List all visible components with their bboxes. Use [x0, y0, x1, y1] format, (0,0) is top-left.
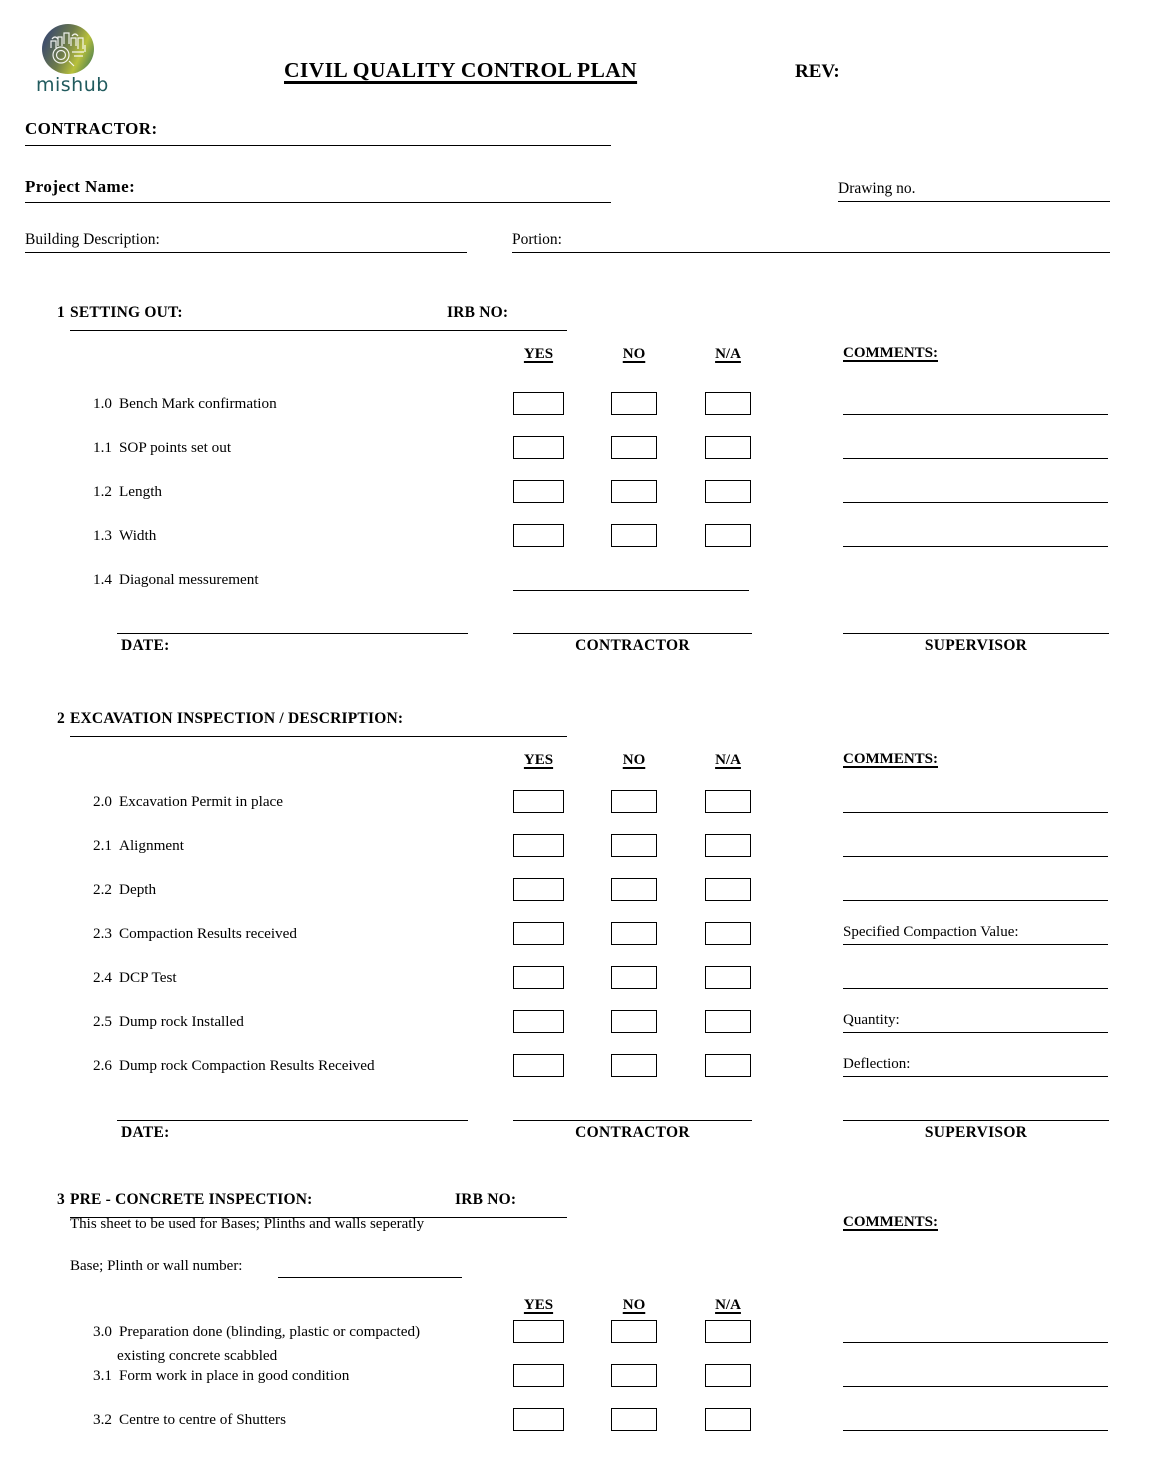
comment-line[interactable]: [843, 1054, 1108, 1077]
checkbox-no[interactable]: [611, 524, 657, 547]
checkbox-na[interactable]: [705, 436, 751, 459]
section-2-number: 2: [57, 710, 65, 727]
item-label: [93, 969, 177, 987]
base-plinth-field-line[interactable]: [278, 1258, 462, 1278]
col-yes-header-1: YES: [523, 346, 554, 362]
contractor-signature-line[interactable]: [513, 633, 752, 634]
checkbox-yes[interactable]: [513, 966, 564, 989]
checkbox-na[interactable]: [705, 922, 751, 945]
item-text: DCP Test: [118, 969, 177, 986]
item-text: Excavation Permit in place: [118, 793, 284, 810]
section-1-title: SETTING OUT:: [70, 304, 183, 321]
item-code: 1.0: [93, 395, 112, 412]
item-label-line2: existing concrete scabbled: [117, 1347, 278, 1364]
checkbox-na[interactable]: [705, 1408, 751, 1431]
checkbox-no[interactable]: [611, 1054, 657, 1077]
comment-line[interactable]: [843, 1010, 1108, 1033]
portion-field-line[interactable]: [512, 231, 1110, 253]
rev-label: REV:: [795, 61, 840, 82]
item-label: [93, 1367, 349, 1385]
comment-line[interactable]: [843, 790, 1108, 813]
checkbox-yes[interactable]: [513, 878, 564, 901]
item-text: Bench Mark confirmation: [118, 395, 277, 412]
checkbox-yes[interactable]: [513, 1320, 564, 1343]
comment-line[interactable]: [843, 1364, 1108, 1387]
section-1-number: 1: [57, 304, 65, 321]
checkbox-na[interactable]: [705, 790, 751, 813]
section-1-irb-label: IRB NO:: [447, 304, 509, 321]
contractor-label: CONTRACTOR:: [25, 119, 158, 138]
col-na-header-3: N/A: [715, 1297, 741, 1313]
item-label: [93, 483, 162, 501]
checkbox-yes[interactable]: [513, 1010, 564, 1033]
checkbox-yes[interactable]: [513, 524, 564, 547]
comment-field-label: Specified Compaction Value:: [843, 924, 1019, 940]
checkbox-na[interactable]: [705, 834, 751, 857]
item-label: [93, 439, 231, 457]
item-label: [93, 527, 156, 545]
comment-line[interactable]: [843, 1320, 1108, 1343]
checkbox-na[interactable]: [705, 1320, 751, 1343]
col-na-header-1: N/A: [715, 346, 741, 362]
checkbox-yes[interactable]: [513, 834, 564, 857]
comment-line[interactable]: [843, 966, 1108, 989]
item-text: Preparation done (blinding, plastic or compacted): [118, 1323, 421, 1340]
item-code: 2.6: [93, 1057, 112, 1074]
checkbox-no[interactable]: [611, 790, 657, 813]
comment-line[interactable]: [843, 1408, 1108, 1431]
logo-wordmark: mishub: [36, 74, 109, 96]
comment-line[interactable]: [843, 392, 1108, 415]
section-1-signoff: [0, 610, 1149, 658]
col-na-header-2: N/A: [715, 752, 741, 768]
portion-label: Portion:: [512, 231, 562, 248]
checkbox-yes[interactable]: [513, 480, 564, 503]
checkbox-yes[interactable]: [513, 392, 564, 415]
item-code: 1.3: [93, 527, 112, 544]
contractor-field-line[interactable]: [25, 119, 611, 146]
col-yes-header-2: YES: [523, 752, 554, 768]
checkbox-no[interactable]: [611, 436, 657, 459]
comment-line[interactable]: [843, 922, 1108, 945]
checkbox-no[interactable]: [611, 1010, 657, 1033]
item-text: SOP points set out: [118, 439, 232, 456]
checkbox-no[interactable]: [611, 1408, 657, 1431]
item-text: Alignment: [118, 837, 184, 854]
base-plinth-label: Base; Plinth or wall number:: [70, 1258, 243, 1274]
comment-field-label: Deflection:: [843, 1056, 911, 1072]
checkbox-no[interactable]: [611, 392, 657, 415]
checkbox-na[interactable]: [705, 480, 751, 503]
supervisor-signoff-label: SUPERVISOR: [924, 637, 1028, 654]
section-3-header: [70, 1191, 567, 1218]
item-code: 2.4: [93, 969, 112, 986]
page-title: CIVIL QUALITY CONTROL PLAN: [284, 58, 638, 82]
item-label: [93, 1013, 244, 1031]
item-label: [93, 793, 283, 811]
section-1-header: [70, 304, 567, 331]
checkbox-na[interactable]: [705, 966, 751, 989]
comment-line[interactable]: [843, 878, 1108, 901]
checkbox-no[interactable]: [611, 966, 657, 989]
item-code: 1.4: [93, 571, 112, 588]
supervisor-signature-line[interactable]: [843, 1120, 1109, 1121]
item-code: 2.0: [93, 793, 112, 810]
section-3-number: 3: [57, 1191, 65, 1208]
item-label: [93, 881, 156, 899]
item-label: [93, 925, 297, 943]
checkbox-no[interactable]: [611, 1320, 657, 1343]
date-signature-line[interactable]: [117, 1120, 468, 1121]
col-yes-header-3: YES: [523, 1297, 554, 1313]
item-code: 1.1: [93, 439, 112, 456]
supervisor-signoff-label: SUPERVISOR: [924, 1124, 1028, 1141]
item-code: 3.0: [93, 1323, 112, 1340]
checkbox-na[interactable]: [705, 524, 751, 547]
item-code: 2.2: [93, 881, 112, 898]
item-label: [93, 1323, 420, 1341]
item-code: 3.2: [93, 1411, 112, 1428]
item-label: [93, 1411, 286, 1429]
item-label: [93, 1057, 375, 1075]
checkbox-yes[interactable]: [513, 922, 564, 945]
checkbox-yes[interactable]: [513, 790, 564, 813]
project-name-field-line[interactable]: [25, 177, 611, 203]
contractor-signature-line[interactable]: [513, 1120, 752, 1121]
mishub-logo-icon: [42, 24, 94, 74]
checkbox-na[interactable]: [705, 878, 751, 901]
section-3-note: This sheet to be used for Bases; Plinths and walls seperatly: [70, 1216, 425, 1232]
checkbox-yes[interactable]: [513, 436, 564, 459]
section-2-title: EXCAVATION INSPECTION / DESCRIPTION:: [70, 710, 404, 727]
item-code: 1.2: [93, 483, 112, 500]
section-2-signoff: [0, 1097, 1149, 1145]
item-text: Width: [118, 527, 157, 544]
checkbox-yes[interactable]: [513, 1364, 564, 1387]
item-label: [93, 837, 184, 855]
building-description-field-line[interactable]: [25, 231, 467, 253]
checkbox-na[interactable]: [705, 1010, 751, 1033]
checkbox-yes[interactable]: [513, 1054, 564, 1077]
col-comments-header-2: COMMENTS:: [843, 751, 938, 767]
checkbox-no[interactable]: [611, 834, 657, 857]
item-label: [93, 395, 277, 413]
date-label: DATE:: [121, 1124, 170, 1141]
item-text: Diagonal messurement: [118, 571, 259, 588]
date-label: DATE:: [121, 637, 170, 654]
date-signature-line[interactable]: [117, 633, 468, 634]
section-2-header: [70, 710, 567, 737]
col-comments-header-3: COMMENTS:: [843, 1214, 938, 1230]
item-text: Compaction Results received: [118, 925, 297, 942]
checkbox-na[interactable]: [705, 392, 751, 415]
contractor-signoff-label: CONTRACTOR: [575, 1124, 690, 1141]
checkbox-yes[interactable]: [513, 1408, 564, 1431]
checkbox-na[interactable]: [705, 1364, 751, 1387]
col-no-header-1: NO: [622, 346, 646, 362]
item-text: Length: [118, 483, 163, 500]
section-3-title: PRE - CONCRETE INSPECTION:: [70, 1191, 313, 1208]
comment-line[interactable]: [843, 436, 1108, 459]
measurement-line[interactable]: [513, 568, 749, 591]
section-3-irb-label: IRB NO:: [455, 1191, 517, 1208]
checkbox-no[interactable]: [611, 922, 657, 945]
project-name-label: Project Name:: [25, 177, 136, 196]
checkbox-no[interactable]: [611, 480, 657, 503]
comment-line[interactable]: [843, 524, 1108, 547]
col-no-header-3: NO: [622, 1297, 646, 1313]
drawing-no-label: Drawing no.: [838, 180, 916, 197]
item-text: Dump rock Compaction Results Received: [118, 1057, 375, 1074]
comment-field-label: Quantity:: [843, 1012, 900, 1028]
item-code: 2.3: [93, 925, 112, 942]
item-text: Form work in place in good condition: [118, 1367, 350, 1384]
comment-line[interactable]: [843, 834, 1108, 857]
item-code: 2.1: [93, 837, 112, 854]
col-no-header-2: NO: [622, 752, 646, 768]
item-text: Dump rock Installed: [118, 1013, 244, 1030]
checkbox-no[interactable]: [611, 1364, 657, 1387]
col-comments-header-1: COMMENTS:: [843, 345, 938, 361]
item-label: [93, 571, 259, 589]
checkbox-na[interactable]: [705, 1054, 751, 1077]
item-text: Centre to centre of Shutters: [118, 1411, 286, 1428]
drawing-no-field-line[interactable]: [838, 180, 1110, 202]
item-code: 3.1: [93, 1367, 112, 1384]
contractor-signoff-label: CONTRACTOR: [575, 637, 690, 654]
item-text: Depth: [118, 881, 157, 898]
checkbox-no[interactable]: [611, 878, 657, 901]
building-description-label: Building Description:: [25, 231, 160, 248]
logo-skyline-icon: [42, 24, 94, 74]
supervisor-signature-line[interactable]: [843, 633, 1109, 634]
item-code: 2.5: [93, 1013, 112, 1030]
comment-line[interactable]: [843, 480, 1108, 503]
